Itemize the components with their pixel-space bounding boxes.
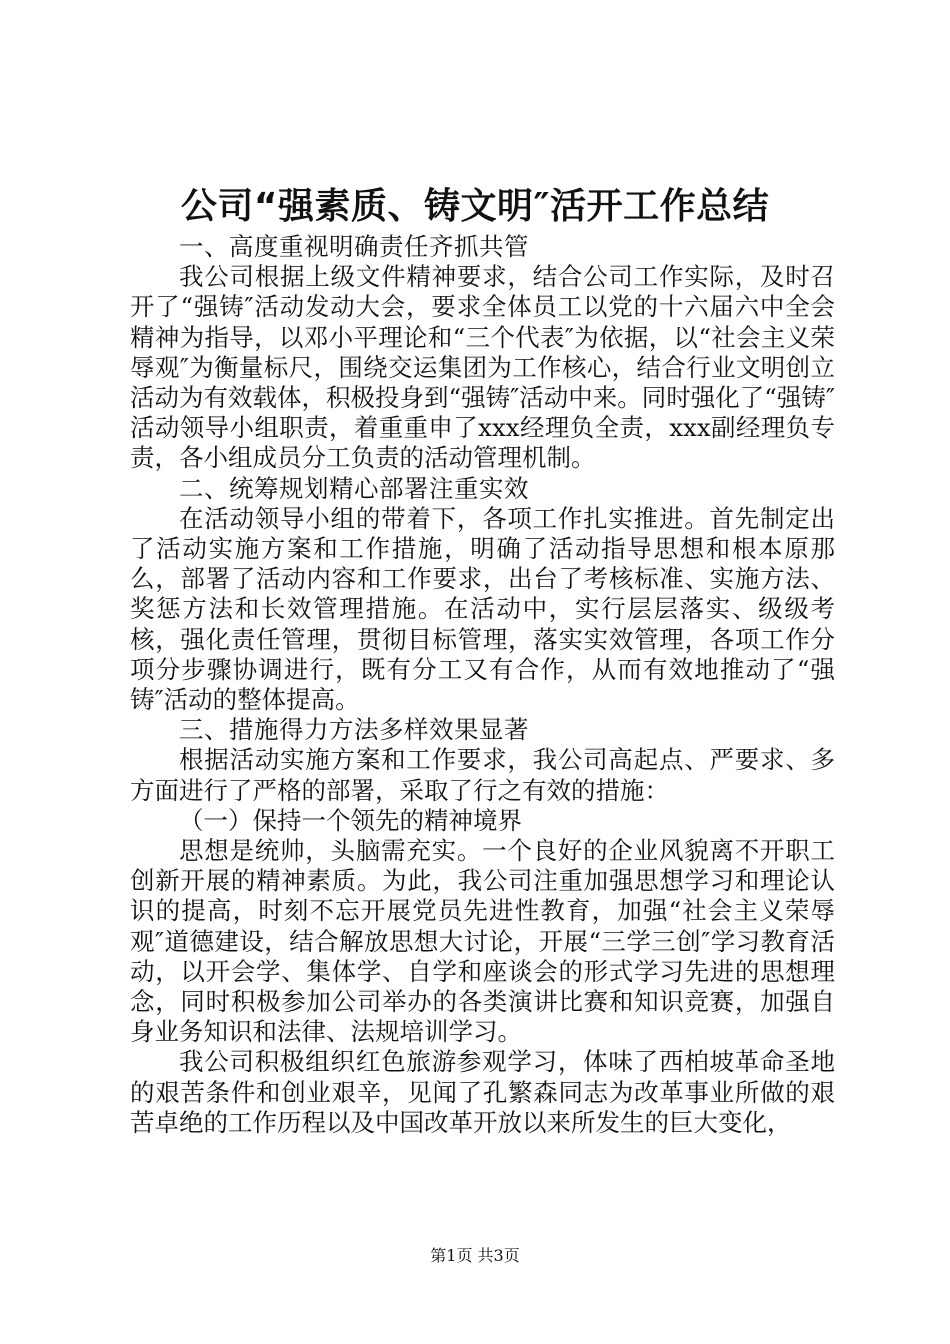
paragraph: 在活动领导小组的带着下，各项工作扎实推进。首先制定出了活动实施方案和工作措施，明确了活动指导思想和根本原那么，部署了活动内容和工作要求，出台了考核标准、实施方法、奖惩方法和长效管理措施。在活动中，实行层层落实、级级考核，强化责任管理，贯彻目标管理，落实实效管理，各项工作分项分步骤协调进行，既有分工又有合作，从而有效地推动了“强铸″活动的整体提高。: [130, 503, 835, 715]
page-number: 第1页: [430, 1246, 473, 1265]
page-total: 共3页: [477, 1246, 520, 1265]
paragraph: 我公司根据上级文件精神要求，结合公司工作实际，及时召开了“强铸″活动发动大会，要求全体员工以党的十六届六中全会精神为指导，以邓小平理论和“三个代表″为依据，以“社会主义荣辱观″为衡量标尺，围绕交运集团为工作核心，结合行业文明创立活动为有效载体，积极投身到“强铸″活动中来。同时强化了“强铸″活动领导小组职责，着重重申了xxx经理负全责，xxx副经理负专责，各小组成员分工负责的活动管理机制。: [130, 262, 835, 473]
section-heading-3: 三、措施得力方法多样效果显著: [179, 715, 529, 745]
section-heading-2: 二、统筹规划精心部署注重实效: [179, 473, 529, 503]
paragraph: 思想是统帅，头脑需充实。一个良好的企业风貌离不开职工创新开展的精神素质。为此，我公司注重加强思想学习和理论认识的提高，时刻不忘开展党员先进性教育，加强“社会主义荣辱观″道德建设，结合解放思想大讨论，开展“三学三创″学习教育活动，以开会学、集体学、自学和座谈会的形式学习先进的思想理念，同时积极参加公司举办的各类演讲比赛和知识竞赛，加强自身业务知识和法律、法规培训学习。: [130, 836, 835, 1047]
subsection-heading-1: （一）保持一个领先的精神境界: [179, 805, 522, 835]
document-title: 公司“强素质、铸文明″活开工作总结: [180, 186, 770, 227]
section-heading-1: 一、高度重视明确责任齐抓共管: [179, 232, 529, 261]
paragraph: 我公司积极组织红色旅游参观学习，体味了西柏坡革命圣地的艰苦条件和创业艰辛，见闻了孔繁森同志为改革事业所做的艰苦卓绝的工作历程以及中国改革开放以来所发生的巨大变化，: [130, 1047, 835, 1137]
paragraph: 根据活动实施方案和工作要求，我公司高起点、严要求、多方面进行了严格的部署，采取了行之有效的措施：: [130, 745, 835, 805]
page-footer: [0, 1245, 950, 1267]
document-body: [130, 232, 835, 1138]
